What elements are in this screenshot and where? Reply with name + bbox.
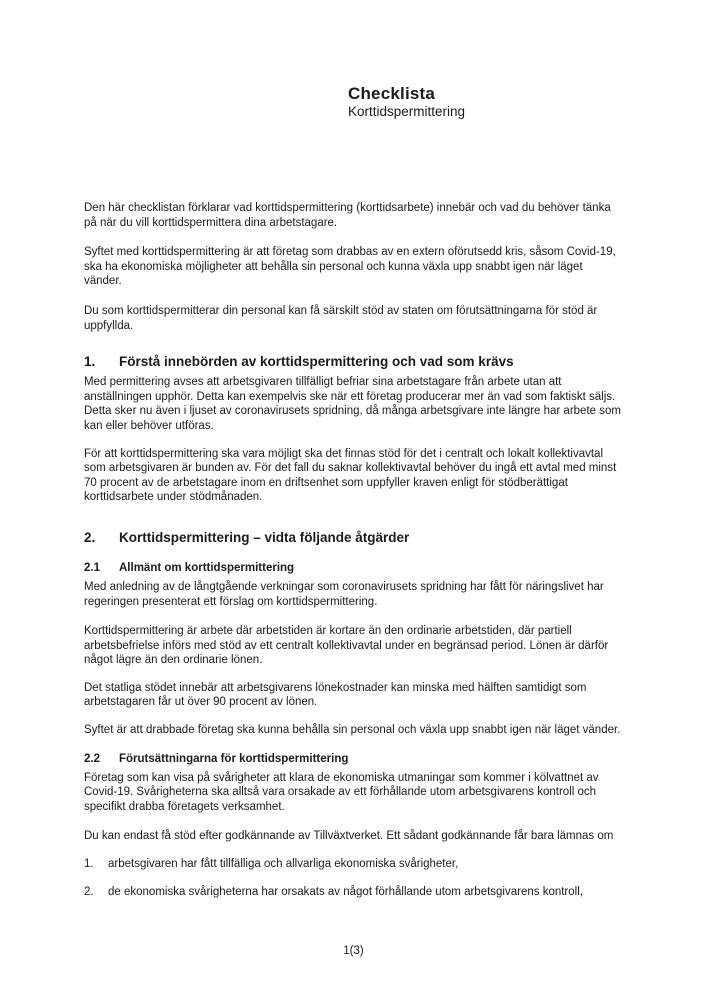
document-subtitle: Korttidspermittering bbox=[348, 104, 466, 119]
document-body bbox=[84, 201, 623, 899]
subsection-2-1-paragraph-3: Det statliga stödet innebär att arbetsgivarens lönekostnader kan minska med hälften samtidigt som arbetstagaren får ut över 90 procent av lönen. bbox=[84, 681, 587, 709]
section-1-heading-text: Förstå innebörden av korttidspermittering och vad som krävs bbox=[119, 354, 514, 370]
list-item-1-text: arbetsgivaren har fått tillfälliga och allvarliga ekonomiska svårigheter, bbox=[108, 858, 459, 871]
intro-paragraph-2: Syftet med korttidspermittering är att företag som drabbas av en extern oförutsedd kris, såsom Covid-19, ska ha ekonomiska möjligheter att behålla sin personal och kunna växla upp snabbt igen när läget vänder. bbox=[84, 246, 616, 288]
intro-paragraph-3: Du som korttidspermitterar din personal kan få särskilt stöd av staten om förutsättningarna för stöd är uppfyllda. bbox=[84, 304, 598, 332]
title-block bbox=[348, 84, 465, 120]
section-2-number: 2. bbox=[84, 529, 96, 545]
subsection-2-2-paragraph-2: Du kan endast få stöd efter godkännande av Tillväxtverket. Ett sådant godkännande får bara lämnas om bbox=[84, 830, 614, 843]
section-2-heading bbox=[84, 529, 623, 547]
list-item-2-text: de ekonomiska svårigheterna har orsakats av något förhållande utom arbetsgivarens kontroll, bbox=[108, 885, 583, 898]
subsection-2-2-paragraph-1: Företag som kan visa på svårigheter att klara de ekonomiska utmaningar som kommer i kölvattnet av Covid-19. Svårigheterna ska alltså vara orsakade av ett förhållande utom arbetsgivarens kontroll och specifikt drabba företagets verksamhet. bbox=[84, 771, 599, 813]
list-item-1-number: 1. bbox=[84, 858, 94, 871]
subsection-2-2-number: 2.2 bbox=[84, 752, 100, 765]
subsection-2-2-heading-text: Förutsättningarna för korttidspermittering bbox=[119, 752, 349, 765]
section-2-heading-text: Korttidspermittering – vidta följande åtgärder bbox=[119, 529, 410, 545]
list-item bbox=[84, 857, 623, 872]
subsection-2-2-heading bbox=[84, 752, 623, 766]
page-number: 1(3) bbox=[343, 945, 364, 957]
section-1-paragraph-1: Med permittering avses att arbetsgivaren tillfälligt befriar sina arbetstagare från arbete utan att anställningen upphör. Detta kan exempelvis ske när ett företag producerar mer än vad som faktiskt säljs. Detta sker nu även i ljuset av coronavirusets spridning, då många arbetsgivare inte längre har arbete som kan eller behöver utföras. bbox=[84, 376, 621, 432]
intro-paragraph-1: Den här checklistan förklarar vad korttidspermittering (korttidsarbete) innebär och vad du behöver tänka på när du vill korttidspermittera dina arbetstagare. bbox=[84, 202, 611, 229]
subsection-2-1-paragraph-2: Korttidspermittering är arbete där arbetstiden är kortare än den ordinarie arbetstiden, där partiell arbetsbefrielse införs med stöd av ett centralt kollektivavtal under en begränsad period. Lönen är därför något lägre än den ordinarie lönen. bbox=[84, 625, 609, 667]
section-1-heading bbox=[84, 353, 623, 371]
subsection-2-1-heading-text: Allmänt om korttidspermittering bbox=[119, 561, 295, 574]
list-item bbox=[84, 885, 623, 900]
subsection-2-1-heading bbox=[84, 561, 623, 575]
list-item-2-number: 2. bbox=[84, 885, 94, 898]
subsection-2-1-paragraph-4: Syftet är att drabbade företag ska kunna behålla sin personal och växla upp snabbt igen när läget vänder. bbox=[84, 724, 621, 737]
subsection-2-1-paragraph-1: Med anledning av de långtgående verkningar som coronavirusets spridning har fått för näringslivet har regeringen presenterat ett förslag om korttidspermittering. bbox=[84, 580, 604, 608]
subsection-2-1-number: 2.1 bbox=[84, 561, 100, 574]
document-title: Checklista bbox=[348, 84, 436, 103]
section-1-paragraph-2: För att korttidspermittering ska vara möjligt ska det finnas stöd för det i centralt och lokalt kollektivavtal som arbetsgivaren är bunden av. För det fall du saknar kollektivavtal behöver du ingå ett avtal med minst 70 procent av de arbetstagare inom en driftsenhet som uppfyller kraven enligt för stödberättigat korttidsarbete under stödmånaden. bbox=[84, 447, 617, 504]
section-1-number: 1. bbox=[84, 354, 96, 370]
